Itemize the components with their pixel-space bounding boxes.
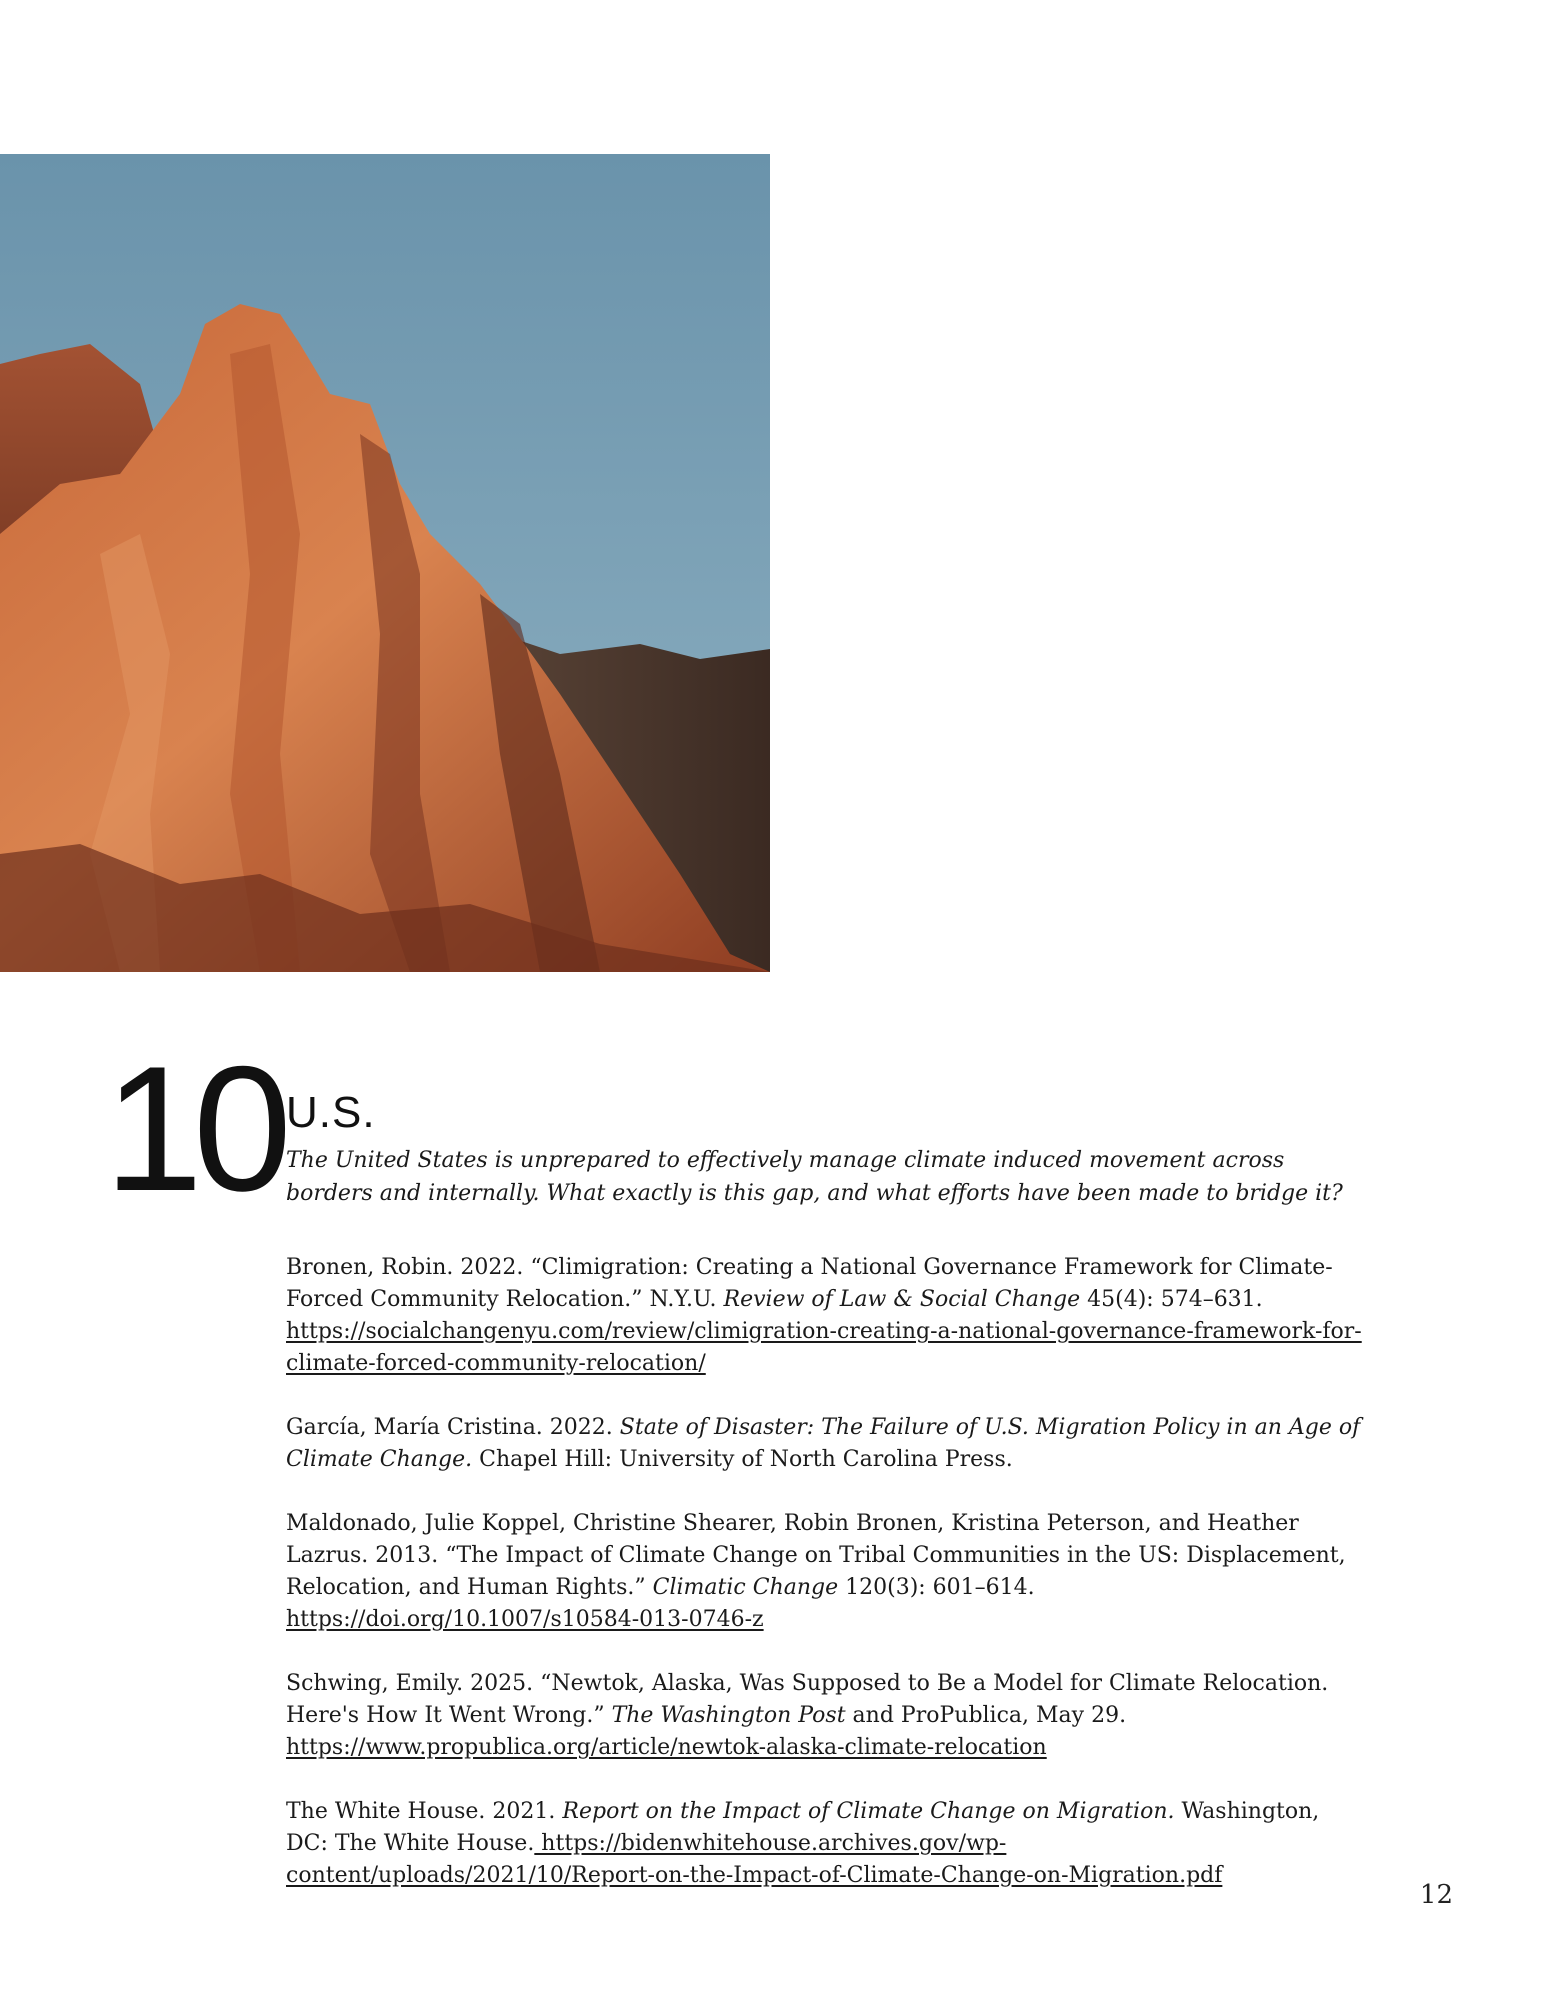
reference-link[interactable]: https://socialchangenyu.com/review/climigration-creating-a-national-governance-framework-for-climate-forced-community-relocation/ bbox=[286, 1319, 1362, 1377]
reference-text: Maldonado, Julie Koppel, Christine Shearer, Robin Bronen, Kristina Peterson, and Heather Lazrus. 2013. “The Impact of Climate Change on Tribal Communities in the US: Displacement, Relocation, and Human Rights.” bbox=[286, 1511, 1346, 1601]
section-intro: The United States is unprepared to effectively manage climate induced movement across borders and internally. What exactly is this gap, and what efforts have been made to bridge it? bbox=[286, 1148, 1343, 1207]
reference-text: Washington, DC: The White House. bbox=[286, 1799, 1320, 1857]
reference-text: 45(4): 574–631. bbox=[1080, 1287, 1263, 1313]
reference-italic: State of Disaster: The Failure of U.S. Migration Policy in an Age of Climate Change. bbox=[286, 1415, 1361, 1473]
reference-text: 120(3): 601–614. bbox=[838, 1575, 1035, 1601]
reference-text: García, María Cristina. 2022. bbox=[286, 1415, 620, 1441]
section-number: 10 bbox=[104, 1029, 282, 1228]
section-content bbox=[286, 1090, 1366, 1924]
reference-text: The White House. 2021. bbox=[286, 1799, 563, 1825]
reference-link[interactable]: https://bidenwhitehouse.archives.gov/wp-content/uploads/2021/10/Report-on-the-Impact-of-Climate-Change-on-Migration.pdf bbox=[286, 1831, 1223, 1889]
reference-italic: Review of Law & Social Change bbox=[723, 1287, 1081, 1313]
reference-italic: The Washington Post bbox=[611, 1703, 846, 1729]
reference-link[interactable]: https://www.propublica.org/article/newtok-alaska-climate-relocation bbox=[286, 1735, 1047, 1761]
reference-text: Chapel Hill: University of North Carolina Press. bbox=[472, 1447, 1013, 1473]
reference-link[interactable]: https://doi.org/10.1007/s10584-013-0746-z bbox=[286, 1607, 764, 1633]
reference-italic: Report on the Impact of Climate Change on Migration. bbox=[562, 1799, 1175, 1825]
cliff-photo bbox=[0, 154, 770, 972]
reference-text: Bronen, Robin. 2022. “Climigration: Creating a National Governance Framework for Climate-Forced Community Relocation.” N.Y.U. bbox=[286, 1255, 1333, 1313]
section-title: U.S. bbox=[286, 1088, 376, 1137]
reference-entry bbox=[286, 1796, 1366, 1892]
reference-entry bbox=[286, 1668, 1366, 1764]
page-number: 12 bbox=[1419, 1880, 1453, 1910]
reference-text: Schwing, Emily. 2025. “Newtok, Alaska, Was Supposed to Be a Model for Climate Relocation. Here's How It Went Wrong.” bbox=[286, 1671, 1329, 1729]
reference-italic: Climatic Change bbox=[652, 1575, 839, 1601]
reference-text: and ProPublica, May 29. bbox=[845, 1703, 1127, 1729]
reference-entry bbox=[286, 1412, 1366, 1476]
cliff-illustration bbox=[0, 154, 770, 972]
reference-entry bbox=[286, 1252, 1366, 1380]
reference-entry bbox=[286, 1508, 1366, 1636]
